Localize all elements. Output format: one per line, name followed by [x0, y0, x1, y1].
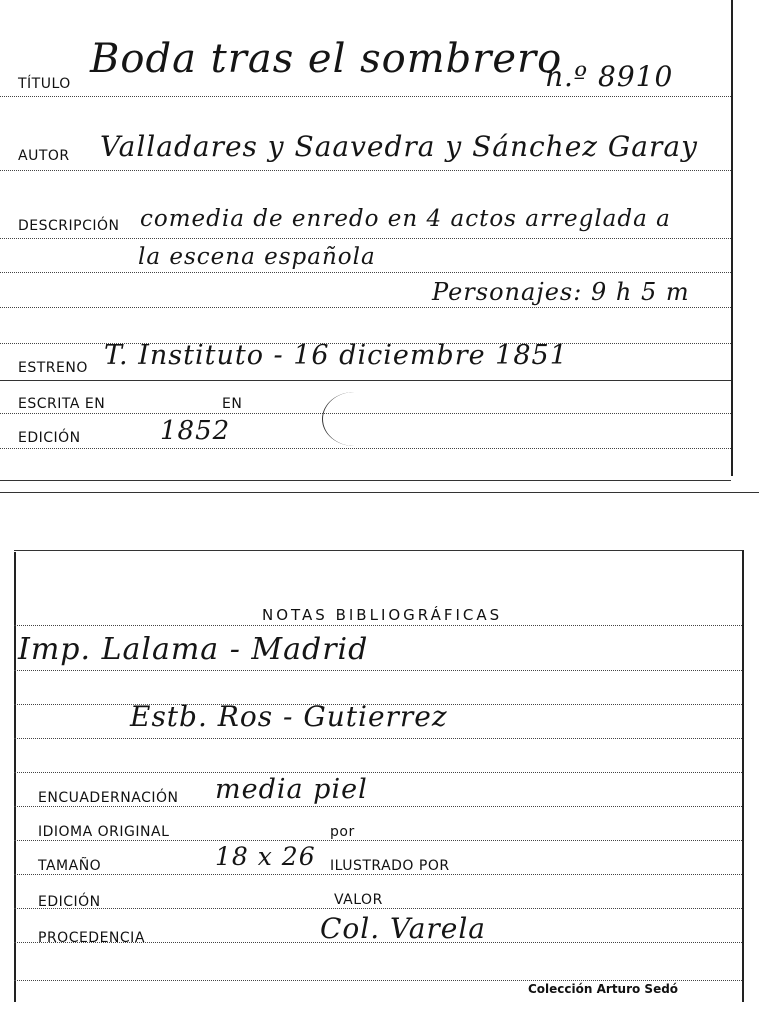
rule-line [14, 670, 742, 671]
edicion-label-bottom: EDICIÓN [38, 894, 101, 910]
rule-line [14, 980, 742, 981]
autor-label: AUTOR [18, 148, 70, 164]
rule-line [14, 874, 742, 875]
descripcion-label: DESCRIPCIÓN [18, 218, 120, 234]
rule-line [14, 908, 742, 909]
titulo-label: TÍTULO [18, 76, 71, 92]
rule-line [14, 806, 742, 807]
encuadernacion-label: ENCUADERNACIÓN [38, 790, 179, 806]
stamp-mark [322, 392, 387, 446]
edicion-value: 1852 [160, 416, 231, 446]
collection-footer: Colección Arturo Sedó [528, 982, 679, 996]
card-top-edge [14, 550, 742, 551]
valor-label: VALOR [334, 892, 383, 908]
encuadernacion-value: media piel [215, 774, 368, 805]
procedencia-value: Col. Varela [320, 912, 486, 945]
rule-line [14, 840, 742, 841]
rule-line [0, 96, 731, 97]
procedencia-label: PROCEDENCIA [38, 930, 145, 946]
note-line2: Estb. Ros - Gutierrez [130, 700, 448, 733]
rule-line [14, 625, 742, 626]
estreno-label: ESTRENO [18, 360, 88, 376]
rule-line [0, 170, 731, 171]
rule-line [0, 238, 731, 239]
card-right-border [742, 550, 744, 1002]
notas-heading: NOTAS BIBLIOGRÁFICAS [262, 606, 503, 624]
autor-value: Valladares y Saavedra y Sánchez Garay [100, 130, 698, 163]
page-separator [0, 492, 759, 493]
rule-line [0, 380, 731, 381]
descripcion-line2: la escena española [138, 244, 376, 270]
personajes-value: Personajes: 9 h 5 m [432, 278, 690, 306]
tamano-value: 18 x 26 [215, 842, 316, 871]
card-left-border [14, 552, 16, 1002]
idioma-label: IDIOMA ORIGINAL [38, 824, 170, 840]
edicion-label: EDICIÓN [18, 430, 81, 446]
rule-line [0, 307, 731, 308]
ilustrado-label: ILUSTRADO POR [330, 858, 450, 874]
note-line1: Imp. Lalama - Madrid [18, 632, 369, 667]
descripcion-line1: comedia de enredo en 4 actos arreglada a [140, 206, 671, 232]
rule-line [0, 272, 731, 273]
catalog-card-top [0, 0, 759, 500]
escrita-en-label: ESCRITA EN [18, 396, 106, 412]
en-label: EN [222, 396, 243, 412]
catalog-card-bottom [0, 540, 759, 1028]
card-right-border [731, 0, 733, 476]
rule-line [0, 448, 731, 449]
por-label: por [330, 824, 355, 840]
card-bottom-edge [0, 480, 731, 481]
rule-line [14, 738, 742, 739]
titulo-value: Boda tras el sombrero [90, 36, 563, 82]
catalog-number: n.º 8910 [545, 60, 674, 93]
estreno-value: T. Instituto - 16 diciembre 1851 [104, 340, 568, 371]
tamano-label: TAMAÑO [38, 858, 102, 874]
rule-line [14, 772, 742, 773]
